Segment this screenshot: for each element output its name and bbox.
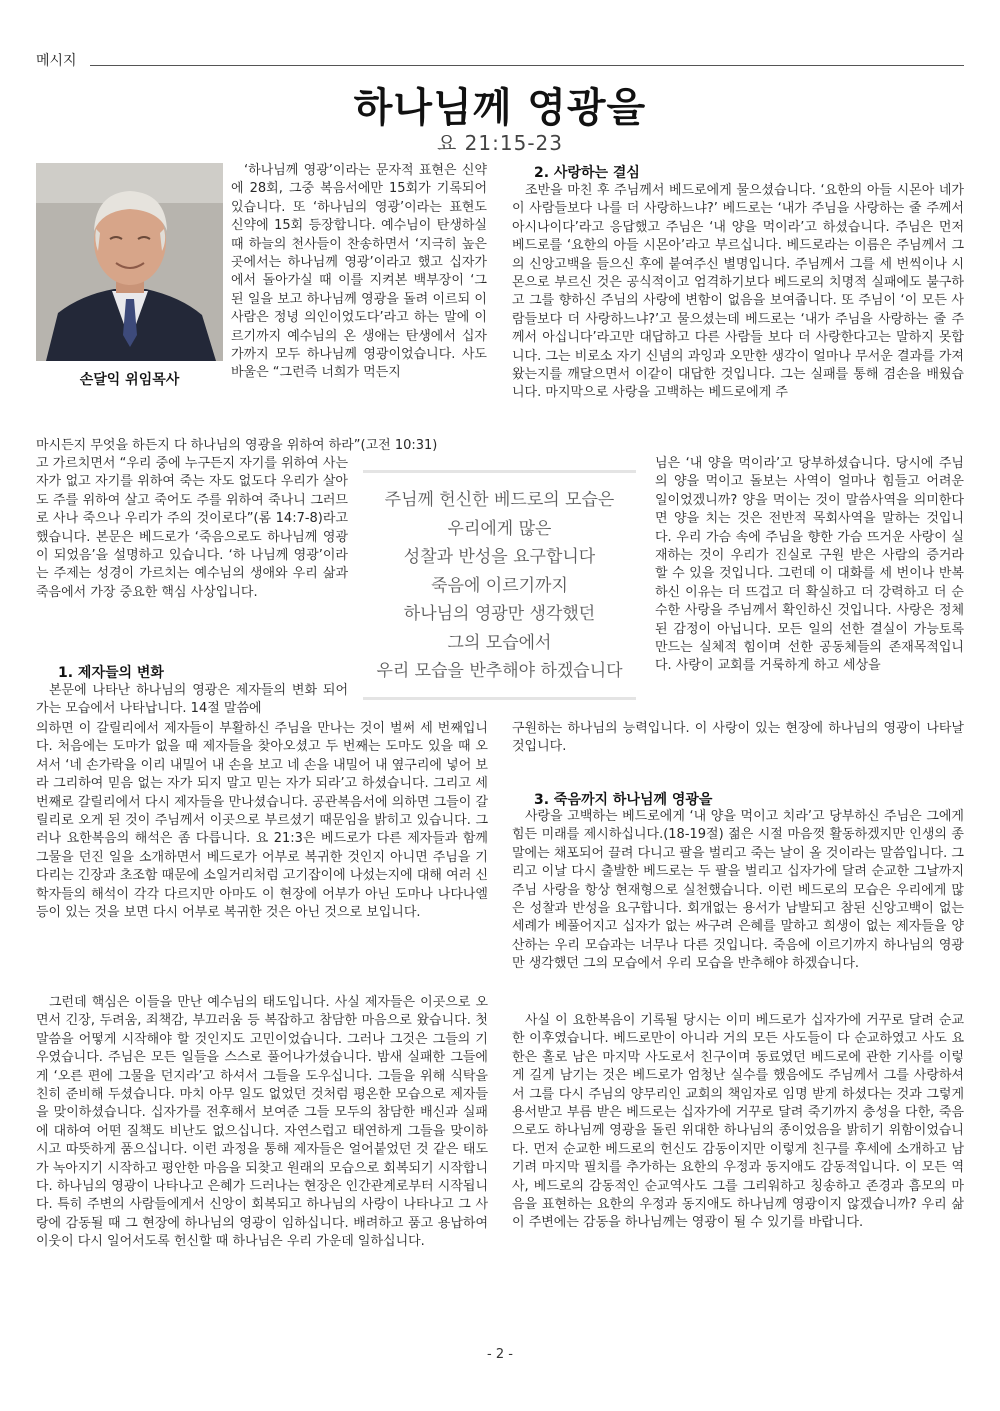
section-label: 메시지 <box>36 53 77 69</box>
author-caption: 손달익 위임목사 <box>79 372 180 388</box>
author-photo <box>36 163 223 361</box>
section-3-paragraph-2: 사실 이 요한복음이 기록될 당시는 이미 베드로가 십자가에 거꾸로 달려 순교한 이후였습니다. 베드로만이 아니라 거의 모든 사도들이 다 순교하였고 사도 요한은 홀로 남은 마지막 사도로서 친구이며 동료였던 베드로에 관한 기사를 이렇게 길게 남기는 것은 베드로가 엄청난 실수를 했음에도 주님께서 그를 사랑하셔서 그를 다시 주님의 양무리인 교회의 책임자로 임명 받게 하셨다는 것과 그렇게 용서받고 부름 받은 베드로는 십자가에 거꾸로 달려 죽기까지 충성을 다한, 죽음으로도 하나님께 영광을 돌린 위대한 하나님의 종이었음을 밝히기 위함이었습니다. 먼저 순교한 베드로의 헌신도 감동이지만 이렇게 친구를 후세에 소개하고 남기려 마지막 필치를 추가하는 요한의 우정과 동지애도 감동적입니다. 이 모든 역사, 베드로의 감동적인 순교역사도 그를 그리워하고 칭송하고 존경과 흠모의 마음을 표현하는 요한의 우정과 동지애도 하나님께 영광이지 않겠습니까? 우리 삶이 주변에는 감동을 하나님께는 영광이 될 수 있기를 바랍니다. <box>512 1013 964 1231</box>
page-title: 하나님께 영광을 <box>353 85 647 131</box>
pull-quote-line: 그의 모습에서 <box>447 632 552 653</box>
intro-paragraph-2: 마시든지 무엇을 하든지 다 하나님의 영광을 위하여 하라”(고전 10:31) <box>36 438 438 453</box>
pull-quote-line: 우리 모습을 반추해야 하겠습니다 <box>376 661 623 681</box>
intro-paragraph-3: 고 가르치면서 “우리 중에 누구든지 자기를 위하여 사는 자가 없고 자기를 위하여 죽는 자도 없도다 우리가 살아도 주를 위하여 살고 죽어도 주를 위하여 죽나니 그러므로 사나 죽으나 우리가 주의 것이로다”(롬 14:7-8)라고 했습니다. 본문은 베드로가 ‘죽음으로도 하나님께 영광이 되었음’을 설명하고 있습니다. ‘하 나님께 영광’이라는 주제는 성경이 가르치는 예수님의 생애와 우리 삶과 죽음에서 가장 중요한 핵심 사상입니다. <box>36 456 348 600</box>
section-1-heading: 1. 제자들의 변화 <box>58 665 164 681</box>
section-1-paragraph-1b: 의하면 이 갈릴리에서 제자들이 부활하신 주님을 만나는 것이 벌써 세 번째입니다. 처음에는 도마가 없을 때 제자들을 찾아오셨고 두 번째는 도마도 있을 때 오셔서 ‘네 손가락을 이리 내밀어 내 손을 보고 네 손을 내밀어 내 옆구리에 넣어 보라 그리하여 믿음 없는 자가 되지 말고 믿는 자가 되라’고 하셨습니다. 그리고 세 번째로 갈릴리에서 다시 제자들을 만나셨습니다. 공관복음서에 의하면 그들이 갈릴리로 오게 된 것이 주님께서 이곳으로 부르셨기 때문임을 밝히고 있습니다. 그러나 요한복음의 해석은 좀 다릅니다. 요 21:3은 베드로가 다른 제자들과 함께 그물을 던진 일을 소개하면서 베드로가 어부로 복귀한 것인지 아니면 주님을 기다리는 긴장과 초조함 때문에 소일거리처럼 고기잡이에 나섰는지에 대해 여러 신학자들의 해석이 각각 다르지만 아마도 이 현장에 어부가 아닌 도마나 나다나엘 등이 있는 것을 보면 다시 어부로 복귀한 것은 아닌 것으로 보입니다. <box>36 721 488 921</box>
section-2-paragraph-1b: 님은 ‘내 양을 먹이라’고 당부하셨습니다. 당시에 주님의 양을 먹이고 돌보는 사역이 얼마나 힘들고 어려운 일이었겠니까? 양을 먹이는 것이 말씀사역을 의미한다면 양을 치는 것은 전반적 목회사역을 말하는 것입니다. 우리 가슴 속에 주님을 향한 가슴 뜨거운 사랑이 실재하는 것이 우리가 진실로 구원 받은 사람의 증거라 할 수 있을 것입니다. 그런데 이 대화를 세 번이나 반복하신 이유는 더 뜨겁고 더 확실하고 더 강력하고 더 순수한 사랑을 주님께서 확인하신 것입니다. 사랑은 정체된 감정이 아닙니다. 모든 일의 선한 결실이 가능토록 만드는 실체적 힘이며 선한 공동체들의 존재목적입니다. 사랑이 교회를 거룩하게 하고 세상을 <box>655 456 964 674</box>
section-3-paragraph-1: 사랑을 고백하는 베드로에게 ‘내 양을 먹이고 치라’고 당부하신 주님은 그에게 힘든 미래를 제시하십니다.(18-19절) 젊은 시절 마음껏 활동하겠지만 인생의 종말에는 채포되어 끌려 다니고 팔을 벌리고 죽는 날이 올 것이라는 말씀입니다. 그리고 이날 다시 출발한 베드로는 두 팔을 벌리고 십자가에 달려 순교한 그날까지 주님 사랑을 항상 현재형으로 실천했습니다. 이런 베드로의 모습은 우리에게 많은 성찰과 반성을 요구합니다. 회개없는 용서가 남발되고 참된 신앙고백이 없는 세례가 베풀어지고 십자가 없는 싸구려 은혜를 말하고 희생이 없는 제자들을 양산하는 우리 모습과는 너무나 다른 것입니다. 죽음에 이르기까지 하나님의 영광만 생각했던 그의 모습에서 우리 모습을 반추해야 하겠습니다. <box>512 809 964 972</box>
pull-quote-top-rule <box>363 470 636 473</box>
section-1-paragraph-2: 그런데 핵심은 이들을 만난 예수님의 태도입니다. 사실 제자들은 이곳으로 오면서 긴장, 두려움, 죄책감, 부끄러움 등 복잡하고 참담한 마음으로 왔습니다. 첫 말씀을 어떻게 시작해야 할 것인지도 고민이었습니다. 그러나 그것은 그들의 기우였습니다. 주님은 모든 일들을 스스로 풀어나가셨습니다. 밤새 실패한 그들에게 ‘오른 편에 그물을 던지라’고 하셔서 그들을 도우십니다. 그들을 위해 식탁을 친히 준비해 두셨습니다. 마치 아무 일도 없었던 것처럼 평온한 모습으로 제자들을 맞이하셨습니다. 십자가를 전후해서 보여준 그들 모두의 참담한 배신과 실패에 대하여 어떤 질책도 비난도 없으십니다. 자연스럽고 태연하게 그들을 맞이하시고 따뜻하게 품으십니다. 이런 과정을 통해 제자들은 얼어붙었던 것 같은 태도가 녹아지기 시작하고 평안한 마음을 되찾고 원래의 모습으로 회복되기 시작합니다. 하나님의 영광이 나타나고 은혜가 드러나는 현장은 인간관계로부터 시작됩니다. 특히 주변의 사람들에게서 신앙이 회복되고 하나님의 사랑이 나타나고 그 사랑에 감동될 때 그 현장에 하나님의 영광이 임하십니다. 배려하고 품고 용납하여 이웃이 다시 일어서도록 헌신할 때 하나님은 우리 가운데 일하십니다. <box>36 995 488 1250</box>
pull-quote-line: 우리에게 많은 <box>447 518 552 539</box>
section-2-paragraph-1c: 구원하는 하나님의 능력입니다. 이 사랑이 있는 현장에 하나님의 영광이 나타날 것입니다. <box>512 721 964 755</box>
pull-quote-bottom-rule <box>363 697 636 700</box>
scripture-reference: 요 21:15-23 <box>437 131 563 155</box>
pull-quote-line: 주님께 헌신한 베드로의 모습은 <box>384 490 615 510</box>
header-rule <box>90 65 964 66</box>
section-2-heading: 2. 사랑하는 결심 <box>534 165 640 181</box>
pull-quote-line: 하나님의 영광만 생각했던 <box>403 604 596 624</box>
section-3-heading: 3. 죽음까지 하나님께 영광을 <box>534 792 713 808</box>
intro-paragraph-1: ‘하나님께 영광’이라는 문자적 표현은 신약에 28회, 그중 복음서에만 15회가 기록되어 있습니다. 또 ‘하나님의 영광’이라는 표현도 신약에 15회 등장합니다. 예수님이 탄생하실 때 하늘의 천사들이 찬송하면서 ‘지극히 높은 곳에서는 하나님께 영광’이라고 했고 십자가에서 돌아가실 때 이를 지켜본 백부장이 ‘그 된 일을 보고 하나님께 영광을 돌려 이르되 이 사람은 정녕 의인이었도다’라고 하는 말에 이르기까지 예수님의 온 생애는 탄생에서 십자가까지 모두 하나님께 영광이었습니다. 사도 바울은 “그런즉 너희가 먹든지 <box>231 163 487 381</box>
pull-quote-lines <box>363 486 636 686</box>
section-2-paragraph-1a: 조반을 마친 후 주님께서 베드로에게 물으셨습니다. ‘요한의 아들 시몬아 네가 이 사람들보다 나를 더 사랑하느냐?’ 베드로는 ‘내가 주님을 사랑하는 줄 주께서 아시나이다’라고 응답했고 주님은 ‘내 양을 먹이라’고 하셨습니다. 주님은 먼저 베드로를 ‘요한의 아들 시몬아’라고 부르십니다. 베드로라는 이름은 주님께서 그의 신앙고백을 들으신 후에 붙여주신 별명입니다. 주님께서 그를 세 번씩이나 시몬으로 부르신 것은 공식적이고 엄격하기보다 베드로의 치명적 실패에도 불구하고 그를 향하신 주님의 사랑에 변함이 없음을 보여줍니다. 또 주님이 ‘이 모든 사람들보다 더 사랑하느냐?’고 물으셨는데 베드로는 ‘내가 주님을 사랑하는 줄 주께서 아십니다’라고만 대답하고 다른 사람들 보다 더 사랑한다고는 말하지 못합니다. 그는 비로소 자기 신념의 과잉과 오만한 생각이 얼마나 무서운 결과를 가져왔는지를 깨달으면서 이같이 대답한 것입니다. 그는 실패를 통해 겸손을 배웠습니다. 마지막으로 사랑을 고백하는 베드로에게 주 <box>512 183 964 401</box>
pull-quote-line: 성찰과 반성을 요구합니다 <box>403 547 596 567</box>
pull-quote <box>363 470 636 700</box>
page-number: - 2 - <box>487 1347 513 1362</box>
section-1-paragraph-1a: 본문에 나타난 하나님의 영광은 제자들의 변화 되어가는 모습에서 나타납니다. 14절 말씀에 <box>36 683 348 717</box>
pull-quote-line: 죽음에 이르기까지 <box>431 575 568 596</box>
